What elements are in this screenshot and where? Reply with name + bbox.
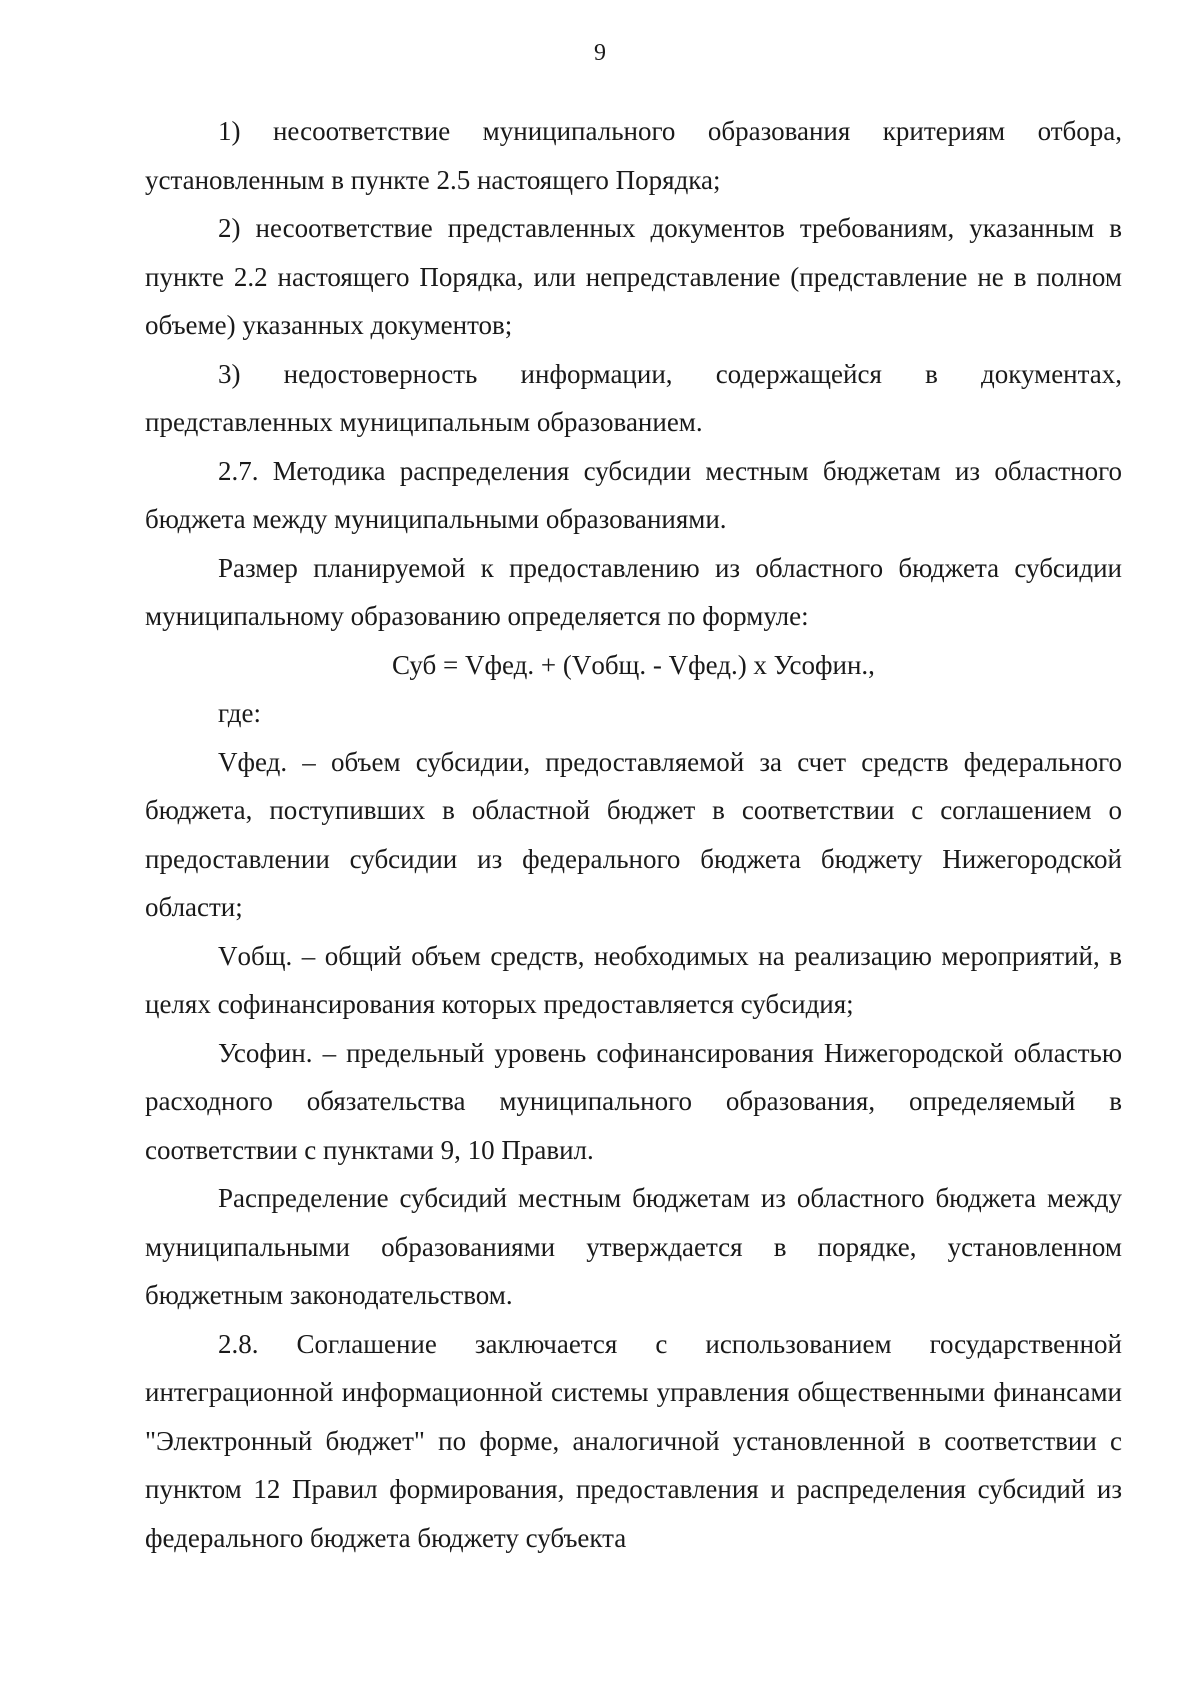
- document-body: [145, 107, 1122, 1562]
- paragraph-item-2: 2) несоответствие представленных документов требованиям, указанным в пункте 2.2 настоящего Порядка, или непредставление (представление не в полном объеме) указанных документов;: [145, 213, 1122, 340]
- page-number: 9: [594, 40, 606, 66]
- paragraph-distribution: Распределение субсидий местным бюджетам из областного бюджета между муниципальными образованиями утверждается в порядке, установленном бюджетным законодательством.: [145, 1183, 1122, 1310]
- definition-vfed: Vфед. – объем субсидии, предоставляемой за счет средств федерального бюджета, поступивших в областной бюджет в соответствии с соглашением о предоставлении субсидии из федерального бюджета бюджету Нижегородской области;: [145, 746, 1122, 922]
- where-label: где:: [218, 698, 261, 728]
- paragraph-section-2-8: 2.8. Соглашение заключается с использованием государственной интеграционной информационной системы управления общественными финансами "Электронный бюджет" по форме, аналогичной установленной в соответствии с пунктом 12 Правил формирования, предоставления и распределения субсидий из федерального бюджета бюджету субъекта: [145, 1328, 1122, 1553]
- paragraph-item-3: 3) недостоверность информации, содержащейся в документах, представленных муниципальным образованием.: [145, 358, 1122, 437]
- paragraph-section-2-7: 2.7. Методика распределения субсидии местным бюджетам из областного бюджета между муниципальными образованиями.: [145, 455, 1122, 534]
- paragraph-subsidy-size: Размер планируемой к предоставлению из областного бюджета субсидии муниципальному образованию определяется по формуле:: [145, 552, 1122, 631]
- formula: Суб = Vфед. + (Vобщ. - Vфед.) х Усофин.,: [392, 649, 875, 680]
- paragraph-item-1: 1) несоответствие муниципального образования критериям отбора, установленным в пункте 2.5 настоящего Порядка;: [145, 116, 1122, 195]
- definition-usofin: Усофин. – предельный уровень софинансирования Нижегородской областью расходного обязательства муниципального образования, определяемый в соответствии с пунктами 9, 10 Правил.: [145, 1037, 1122, 1165]
- definition-vobsch: Vобщ. – общий объем средств, необходимых на реализацию мероприятий, в целях софинансирования которых предоставляется субсидия;: [145, 940, 1122, 1019]
